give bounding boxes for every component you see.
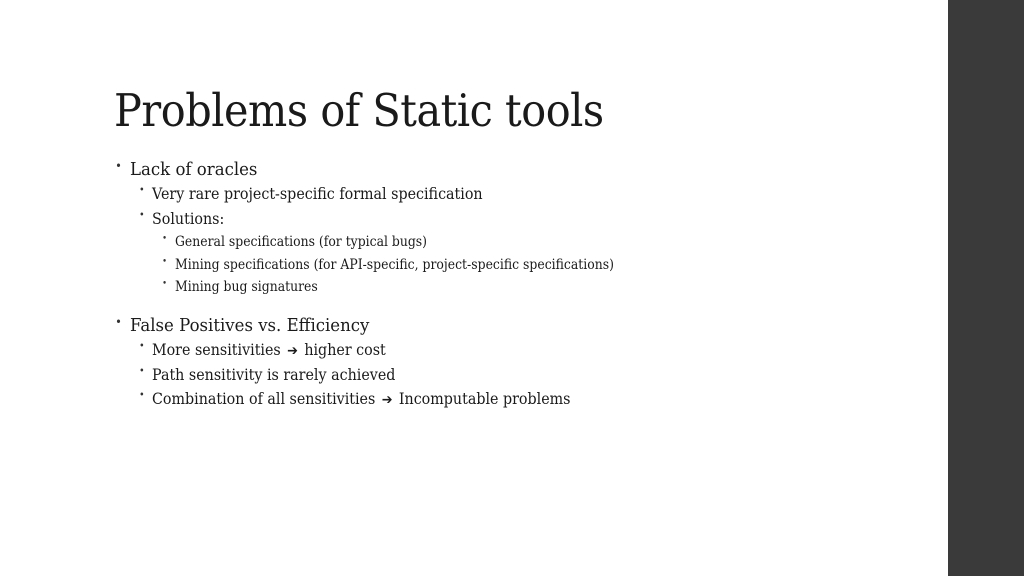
subsubbullet-general-specs: [162, 234, 428, 250]
slide-title: Problems of Static tools: [114, 84, 604, 137]
subbullet-combination: [139, 390, 571, 408]
subbullet-text: Solutions:: [152, 210, 225, 228]
bullet-dot-icon: •: [139, 341, 145, 352]
bullet-dot-icon: •: [162, 257, 168, 267]
subbullet-text: Very rare project-specific formal specification: [152, 185, 483, 203]
bullet-dot-icon: •: [162, 279, 168, 289]
subsubbullet-text: General specifications (for typical bugs): [175, 234, 428, 250]
bullet-text: Lack of oracles: [130, 159, 258, 180]
bullet-dot-icon: •: [115, 159, 122, 173]
bullet-dot-icon: •: [139, 210, 145, 221]
bullet-dot-icon: •: [139, 390, 145, 401]
arrow-right-icon: ➔: [381, 392, 393, 408]
subbullet-text: Path sensitivity is rarely achieved: [152, 366, 396, 384]
subbullet-solutions: [139, 210, 225, 228]
bullet-false-positives: [115, 315, 370, 336]
bullet-lack-of-oracles: [115, 159, 258, 180]
subbullet-text-after: Incomputable problems: [398, 390, 571, 408]
bullet-dot-icon: •: [115, 315, 122, 329]
subbullet-text-before: More sensitivities: [152, 341, 281, 359]
side-accent-bar: [948, 0, 1024, 576]
subbullet-text-before: Combination of all sensitivities: [152, 390, 376, 408]
subsubbullet-mining-specs: [162, 257, 614, 273]
bullet-dot-icon: •: [139, 366, 145, 377]
subsubbullet-text: Mining bug signatures: [175, 279, 318, 295]
arrow-right-icon: ➔: [287, 343, 298, 359]
subbullet-path-sensitivity: [139, 366, 396, 384]
subbullet-rare-spec: [139, 185, 483, 203]
bullet-dot-icon: •: [162, 234, 168, 244]
subbullet-more-sensitivities: [139, 341, 386, 359]
subbullet-text-after: higher cost: [304, 341, 386, 359]
subsubbullet-mining-bug-signatures: [162, 279, 318, 295]
subsubbullet-text: Mining specifications (for API-specific, project-specific specifications): [175, 257, 614, 273]
bullet-text: False Positives vs. Efficiency: [130, 315, 370, 336]
bullet-dot-icon: •: [139, 185, 145, 196]
